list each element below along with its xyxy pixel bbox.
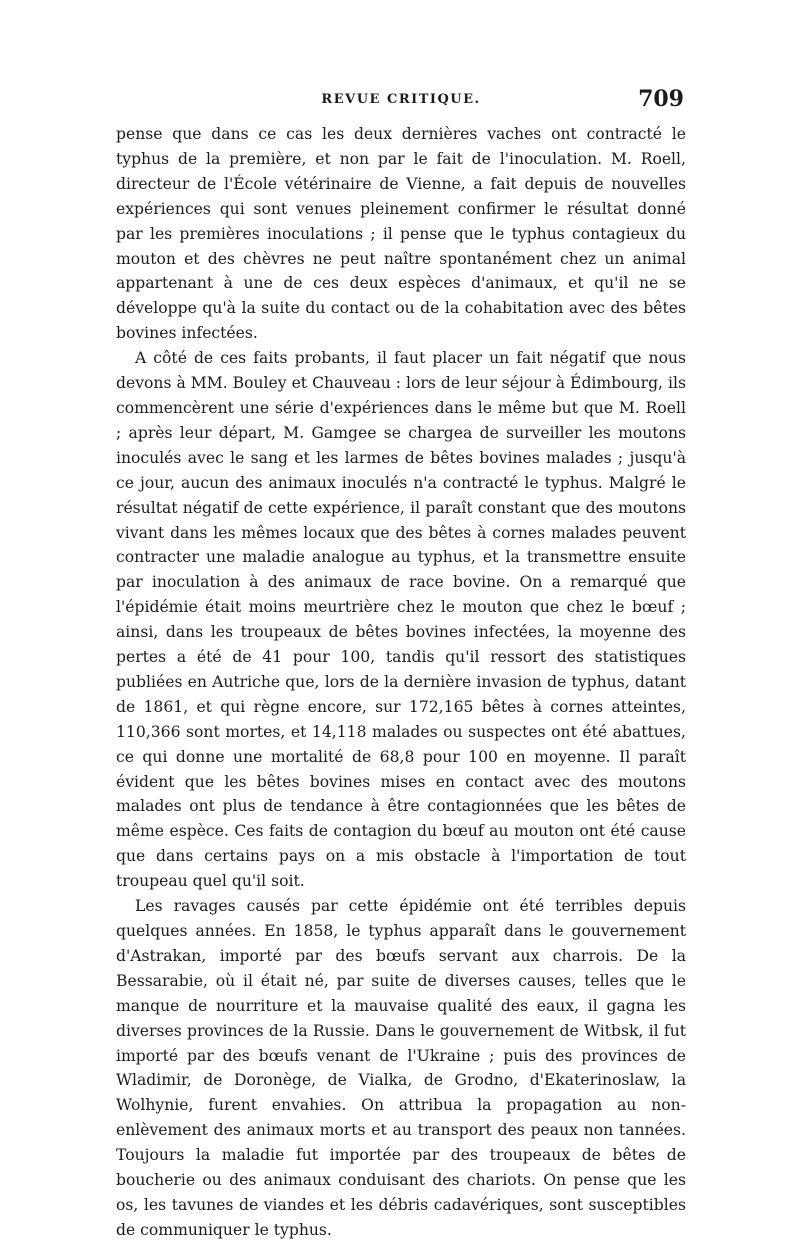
- body-text: [116, 122, 686, 1243]
- running-head: [118, 86, 684, 116]
- paragraph-2: A côté de ces faits probants, il faut placer un fait négatif que nous devons à MM. Bouley et Chauveau : lors de leur séjour à Édimbourg, ils commencèrent une série d'expériences dans le même but que M. Roell ; après leur départ, M. Gamgee se chargea de surveiller les moutons inoculés avec le sang et les larmes de bêtes bovines malades ; jusqu'à ce jour, aucun des animaux inoculés n'a contracté le typhus. Malgré le résultat négatif de cette expérience, il paraît constant que des moutons vivant dans les mêmes locaux que des bêtes à cornes malades peuvent contracter une maladie analogue au typhus, et la transmettre ensuite par inoculation à des animaux de race bovine. On a remarqué que l'épidémie était moins meurtrière chez le mouton que chez le bœuf ; ainsi, dans les troupeaux de bêtes bovines infectées, la moyenne des pertes a été de 41 pour 100, tandis qu'il ressort des statistiques publiées en Autriche que, lors de la dernière invasion de typhus, datant de 1861, et qui règne encore, sur 172,165 bêtes à cornes atteintes, 110,366 sont mortes, et 14,118 malades ou suspectes ont été abattues, ce qui donne une mortalité de 68,8 pour 100 en moyenne. Il paraît évident que les bêtes bovines mises en contact avec des moutons malades ont plus de tendance à être contagionnées que les bêtes de même espèce. Ces faits de contagion du bœuf au mouton ont été cause que dans certains pays on a mis obstacle à l'importation de tout troupeau quel qu'il soit.: [116, 349, 686, 891]
- paragraph-1: pense que dans ce cas les deux dernières vaches ont contracté le typhus de la première, et non par le fait de l'inoculation. M. Roell, directeur de l'École vétérinaire de Vienne, a fait depuis de nouvelles expériences qui sont venues pleinement confirmer le résultat donné par les premières inoculations ; il pense que le typhus contagieux du mouton et des chèvres ne peut naître spontanément chez un animal appartenant à une de ces deux espèces d'animaux, et qu'il ne se développe qu'à la suite du contact ou de la cohabitation avec des bêtes bovines infectées.: [116, 125, 686, 343]
- paragraph-3: Les ravages causés par cette épidémie ont été terribles depuis quelques années. En 1858, le typhus apparaît dans le gouvernement d'Astrakan, importé par des bœufs servant aux charrois. De la Bessarabie, où il était né, par suite de diverses causes, telles que le manque de nourriture et la mauvaise qualité des eaux, il gagna les diverses provinces de la Russie. Dans le gouvernement de Witbsk, il fut importé par des bœufs venant de l'Ukraine ; puis des provinces de Wladimir, de Doronège, de Vialka, de Grodno, d'Ekaterinoslaw, la Wolhynie, furent envahies. On attribua la propagation au non-enlèvement des animaux morts et au transport des peaux non tannées. Toujours la maladie fut importée par des troupeaux de bêtes de boucherie ou des animaux conduisant des chariots. On pense que les os, les tavunes de viandes et les débris cadavériques, sont susceptibles de communiquer le typhus.: [116, 897, 686, 1239]
- page-number: 709: [638, 86, 684, 112]
- running-title: REVUE CRITIQUE.: [321, 92, 481, 107]
